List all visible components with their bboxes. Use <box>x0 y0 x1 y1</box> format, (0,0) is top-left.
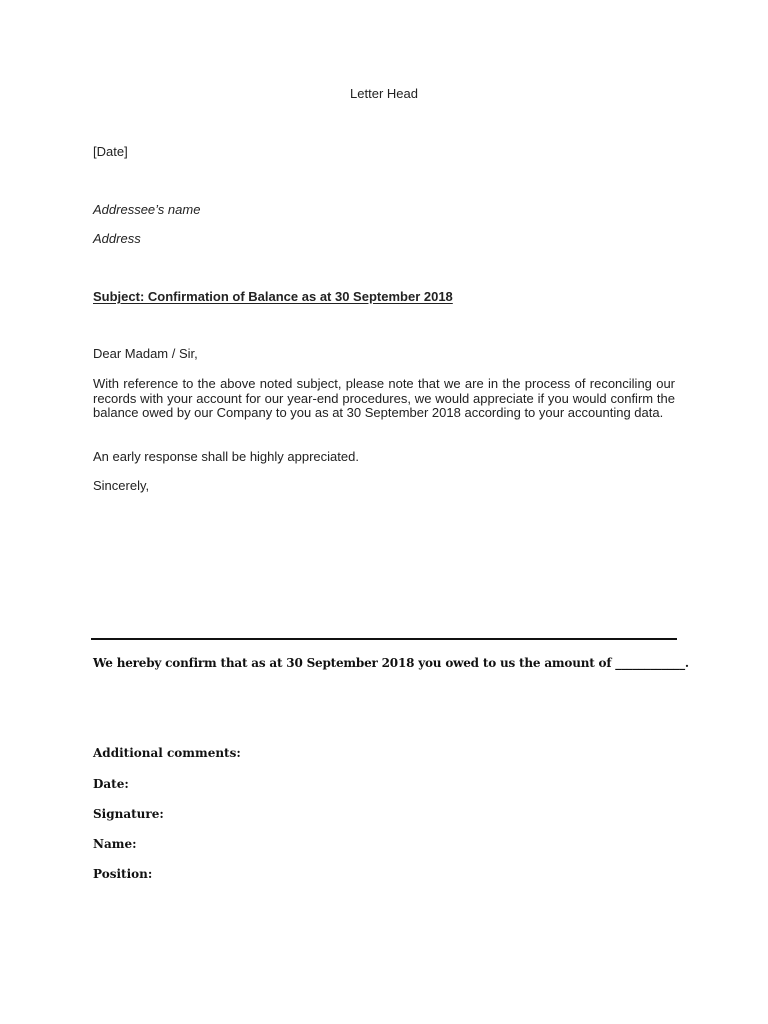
date-label: Date: <box>93 777 129 791</box>
position-label: Position: <box>93 867 153 881</box>
letterhead: Letter Head <box>350 86 418 101</box>
subject-line: Subject: Confirmation of Balance as at 30 September 2018 <box>93 289 453 304</box>
salutation: Dear Madam / Sir, <box>93 346 198 361</box>
date-placeholder: [Date] <box>93 144 128 159</box>
signature-label: Signature: <box>93 807 164 821</box>
section-divider <box>91 638 677 640</box>
addressee-name: Addressee’s name <box>93 202 201 217</box>
additional-comments-label: Additional comments: <box>93 746 241 760</box>
name-label: Name: <box>93 837 137 851</box>
closing: Sincerely, <box>93 478 150 493</box>
address: Address <box>93 231 141 246</box>
body-paragraph: With reference to the above noted subject, please note that we are in the process of reconciling our records with your account for our year-end procedures, we would appreciate if you would confirm the balance owed by our Company to you as at 30 September 2018 according to your accounting data. <box>93 376 675 420</box>
confirmation-statement: We hereby confirm that as at 30 September 2018 you owed to us the amount of ____________. <box>93 656 689 670</box>
early-response-line: An early response shall be highly appreciated. <box>93 449 359 464</box>
